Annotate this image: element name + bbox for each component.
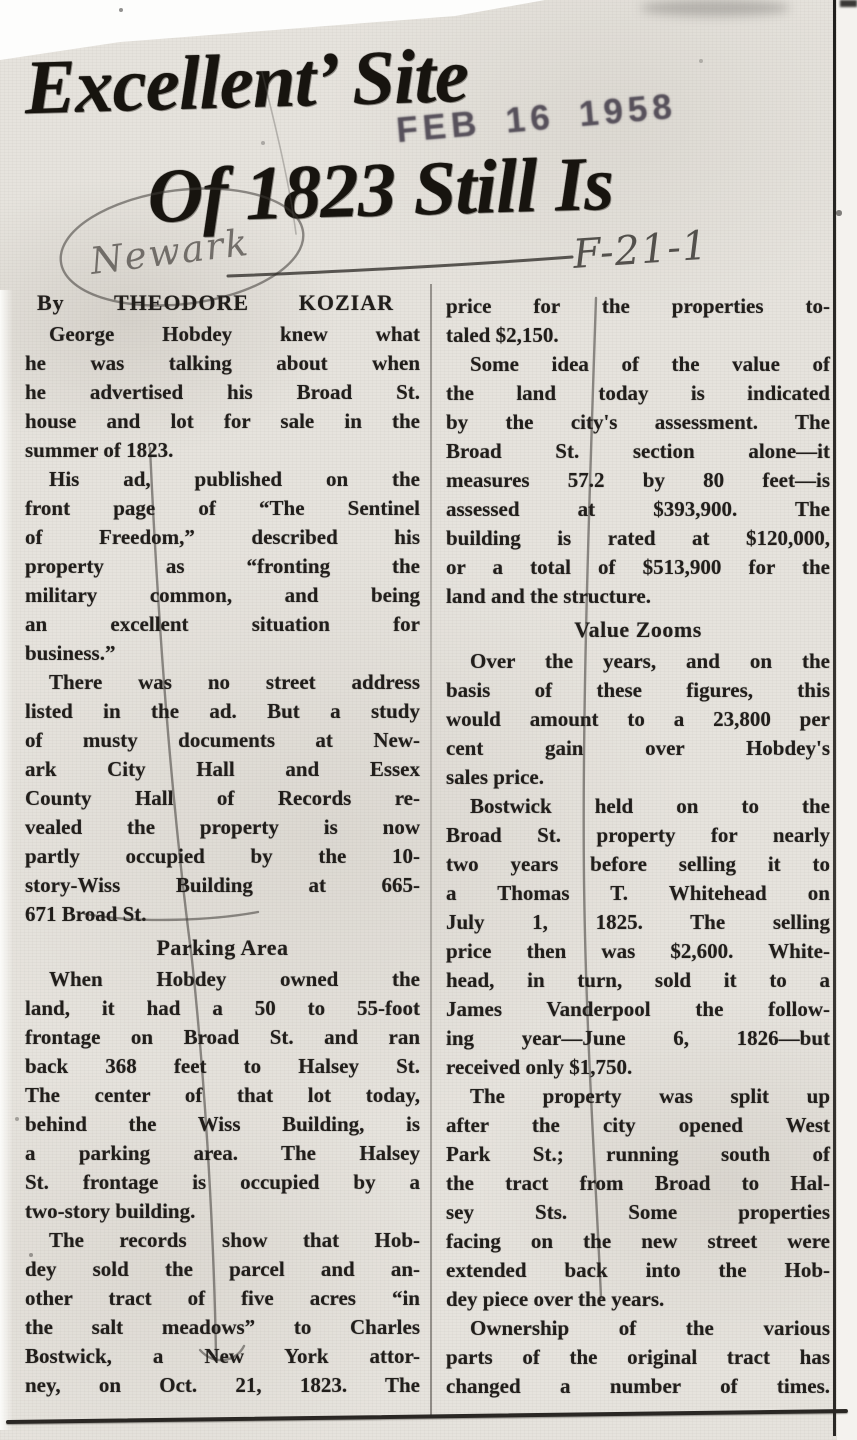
text-line: head, in turn, sold it to a xyxy=(446,968,830,992)
text-line: the land today is indicated xyxy=(446,381,830,405)
text-line: he was talking about when xyxy=(25,351,420,375)
text-line: The center of that lot today, xyxy=(25,1083,420,1107)
text-line: he advertised his Broad St. xyxy=(25,380,420,404)
text-line: His ad, published on the xyxy=(49,467,420,491)
text-line: ark City Hall and Essex xyxy=(25,757,420,781)
text-line: land and the structure. xyxy=(446,584,651,608)
text-line: ing year—June 6, 1826—but xyxy=(446,1026,830,1050)
text-line: The property was split up xyxy=(470,1084,830,1108)
text-line: extended back into the Hob- xyxy=(446,1258,830,1282)
text-line: a parking area. The Halsey xyxy=(25,1141,420,1165)
text-line: James Vanderpool the follow- xyxy=(446,997,830,1021)
text-line: story-Wiss Building at 665- xyxy=(25,873,420,897)
text-line: listed in the ad. But a study xyxy=(25,699,420,723)
text-line: back 368 feet to Halsey St. xyxy=(25,1054,420,1078)
text-line: front page of “The Sentinel xyxy=(25,496,420,520)
text-line: When Hobdey owned the xyxy=(49,967,420,991)
headline-line-2: Of 1823 Still Is xyxy=(146,139,615,239)
section-subhead: Parking Area xyxy=(156,935,289,960)
text-line: taled $2,150. xyxy=(446,323,559,347)
text-line: The records show that Hob- xyxy=(49,1228,420,1252)
text-line: sales price. xyxy=(446,765,544,789)
paragraph xyxy=(25,668,420,929)
text-line: two-story building. xyxy=(25,1199,196,1223)
text-line: an excellent situation for xyxy=(25,612,420,636)
text-line: Bostwick, a New York attor- xyxy=(25,1344,420,1368)
byline: By THEODORE KOZIAR xyxy=(37,290,394,315)
handwritten-newark: Newark xyxy=(87,220,253,283)
text-line: measures 57.2 by 80 feet—is xyxy=(446,468,830,492)
text-line: 671 Broad St. xyxy=(25,902,147,926)
text-line: ney, on Oct. 21, 1823. The xyxy=(25,1373,420,1397)
text-line: of Freedom,” described his xyxy=(25,525,420,549)
handwritten-code: F-21-1 xyxy=(571,222,710,278)
paragraph xyxy=(446,647,830,792)
paragraph xyxy=(25,320,420,465)
paragraph xyxy=(25,1226,420,1400)
text-line: Over the years, and on the xyxy=(470,649,830,673)
text-line: partly occupied by the 10- xyxy=(25,844,420,868)
scan-edge-left xyxy=(0,290,13,1430)
text-line: Broad St. property for nearly xyxy=(446,823,830,847)
text-line: behind the Wiss Building, is xyxy=(25,1112,420,1136)
text-line: Bostwick held on to the xyxy=(470,794,830,818)
text-line: dey piece over the years. xyxy=(446,1287,665,1311)
text-line: dey sold the parcel and an- xyxy=(25,1257,420,1281)
headline-line-1: Excellent’ Site xyxy=(23,31,469,131)
paragraph xyxy=(446,350,830,611)
ink-specks xyxy=(0,0,2,2)
text-line: the tract from Broad to Hal- xyxy=(446,1171,830,1195)
text-line: other tract of five acres “in xyxy=(25,1286,420,1310)
paragraph xyxy=(25,965,420,1226)
date-stamp: FEB 16 1958 xyxy=(394,86,679,151)
paragraph xyxy=(446,292,830,350)
text-line: after the city opened West xyxy=(446,1113,830,1137)
text-line: George Hobdey knew what xyxy=(49,322,420,346)
text-line: military common, and being xyxy=(25,583,420,607)
text-line: basis of these figures, this xyxy=(446,678,830,702)
text-line: changed a number of times. xyxy=(446,1374,830,1398)
text-line: of musty documents at New- xyxy=(25,728,420,752)
text-line: property as “fronting the xyxy=(25,554,420,578)
text-line: or a total of $513,900 for the xyxy=(446,555,830,579)
right-column xyxy=(446,292,830,1401)
text-line: vealed the property is now xyxy=(25,815,420,839)
text-line: received only $1,750. xyxy=(446,1055,633,1079)
text-line: St. frontage is occupied by a xyxy=(25,1170,420,1194)
text-line: the salt meadows” to Charles xyxy=(25,1315,420,1339)
text-line: County Hall of Records re- xyxy=(25,786,420,810)
text-line: sey Sts. Some properties xyxy=(446,1200,830,1224)
text-line: frontage on Broad St. and ran xyxy=(25,1025,420,1049)
paragraph xyxy=(446,792,830,1082)
text-line: land, it had a 50 to 55-foot xyxy=(25,996,420,1020)
text-line: Some idea of the value of xyxy=(470,352,830,376)
text-line: facing on the new street were xyxy=(446,1229,830,1253)
text-line: Park St.; running south of xyxy=(446,1142,830,1166)
text-line: Ownership of the various xyxy=(470,1316,830,1340)
text-line: business.” xyxy=(25,641,116,665)
text-line: There was no street address xyxy=(49,670,420,694)
text-line: cent gain over Hobdey's xyxy=(446,736,830,760)
paragraph xyxy=(446,1082,830,1314)
text-line: assessed at $393,900. The xyxy=(446,497,830,521)
left-column xyxy=(25,288,420,1400)
text-line: summer of 1823. xyxy=(25,438,174,462)
text-line: price then was $2,600. White- xyxy=(446,939,830,963)
text-line: July 1, 1825. The selling xyxy=(446,910,830,934)
corner-ink-mark xyxy=(840,0,857,7)
text-line: price for the properties to- xyxy=(446,294,830,318)
text-line: a Thomas T. Whitehead on xyxy=(446,881,830,905)
text-line: parts of the original tract has xyxy=(446,1345,830,1369)
text-line: Broad St. section alone—it xyxy=(446,439,830,463)
column-divider-rule xyxy=(430,284,432,1416)
text-line: would amount to a 23,800 per xyxy=(446,707,830,731)
text-line: by the city's assessment. The xyxy=(446,410,830,434)
paragraph xyxy=(446,1314,830,1401)
section-subhead: Value Zooms xyxy=(574,617,702,642)
text-line: building is rated at $120,000, xyxy=(446,526,830,550)
paragraph xyxy=(25,465,420,668)
text-line: two years before selling it to xyxy=(446,852,830,876)
text-line: house and lot for sale in the xyxy=(25,409,420,433)
